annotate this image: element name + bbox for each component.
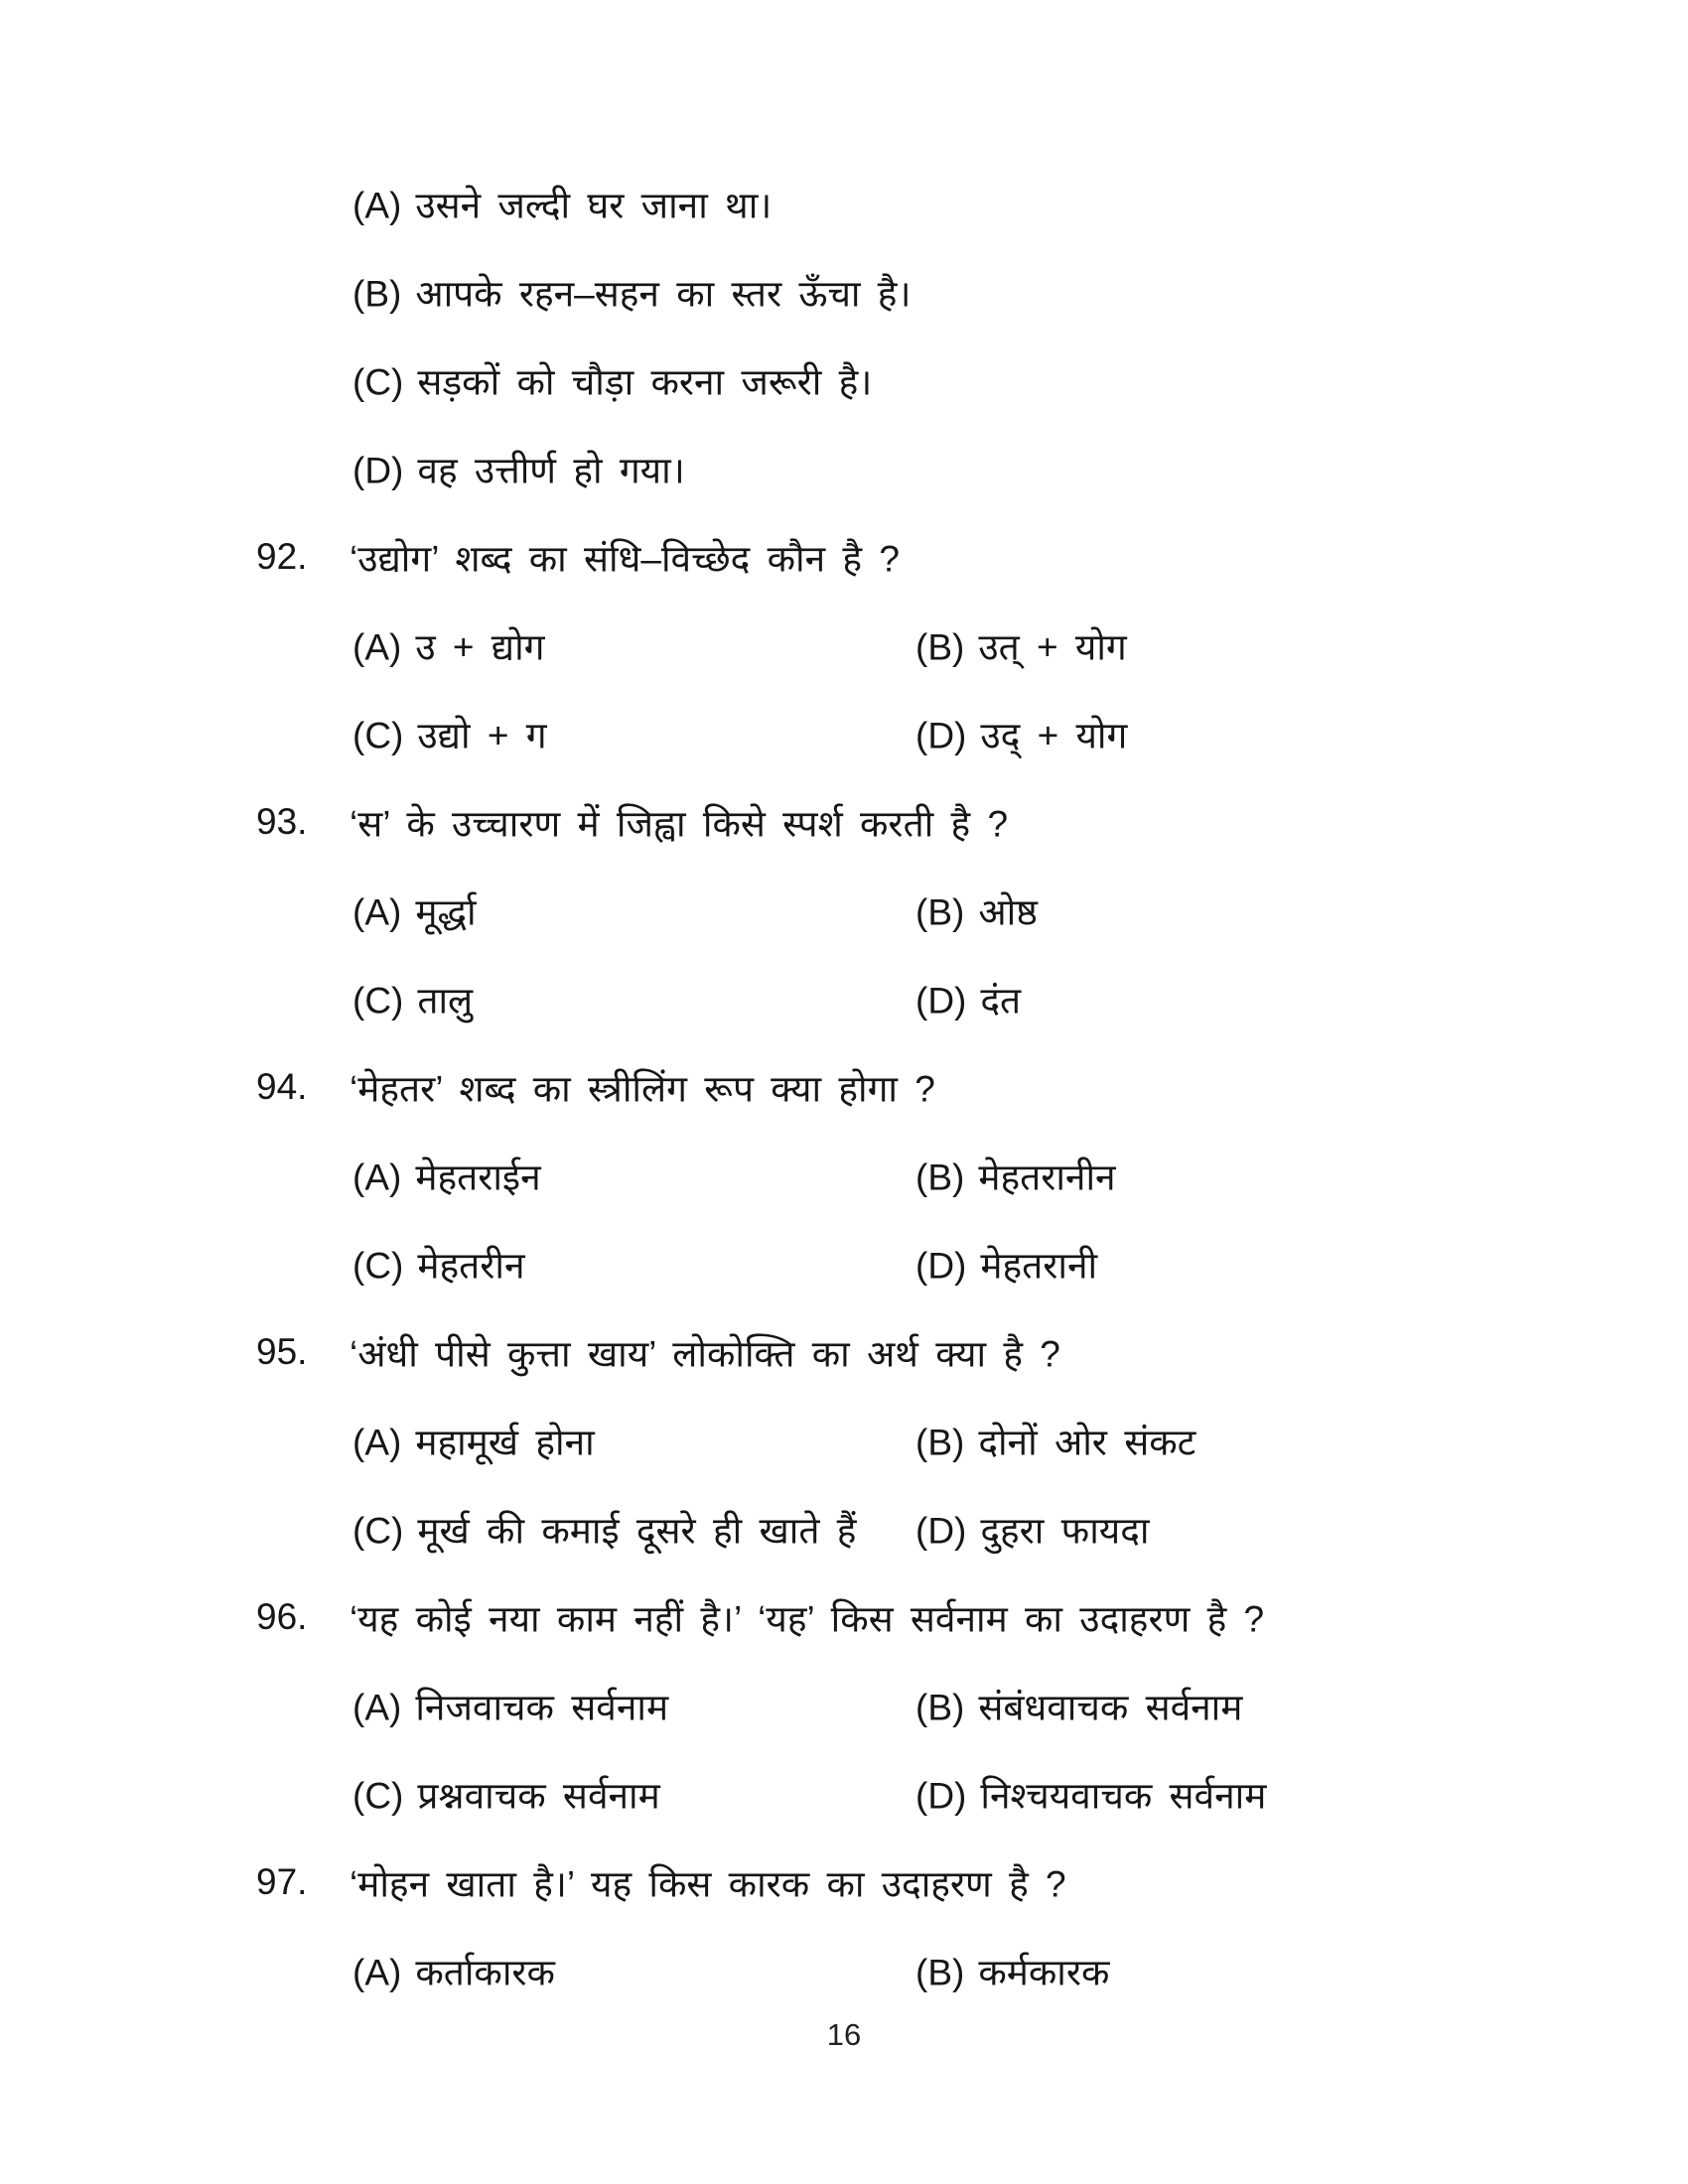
options-row — [0, 1661, 1688, 1749]
page-number: 16 — [826, 2017, 862, 2052]
option-text: उसने जल्दी घर जाना था। — [415, 185, 773, 225]
answer-option — [915, 885, 1038, 935]
option-text: उद् + योग — [980, 715, 1128, 755]
option-text: निजवाचक सर्वनाम — [415, 1687, 669, 1727]
question-text: ‘उद्योग’ शब्द का संधि–विच्छेद कौन है ? — [350, 538, 900, 579]
answer-option — [352, 1150, 541, 1200]
option-text: मेहतरानी — [980, 1245, 1098, 1286]
answer-option — [352, 178, 772, 228]
questions-block — [0, 512, 1688, 2014]
option-label: (A) — [352, 1952, 402, 1992]
option-label: (A) — [352, 1422, 402, 1462]
question-text: ‘मेहतर’ शब्द का स्त्रीलिंग रूप क्या होगा ? — [350, 1068, 935, 1109]
option-text: उ + द्योग — [415, 626, 545, 667]
options-row — [0, 866, 1688, 954]
answer-option — [915, 1503, 1149, 1554]
page-content — [0, 159, 1688, 2014]
options-row — [0, 954, 1688, 1042]
question-row — [0, 1307, 1688, 1396]
options-row — [0, 601, 1688, 689]
option-label: (D) — [915, 980, 967, 1021]
question-number: 92. — [256, 535, 308, 577]
option-text: कर्मकारक — [978, 1952, 1110, 1992]
answer-option — [915, 708, 1127, 758]
option-text: मूर्ख की कमाई दूसरे ही खाते हैं — [417, 1510, 857, 1551]
options-row — [0, 1484, 1688, 1572]
answer-option — [352, 354, 872, 405]
options-row — [0, 1396, 1688, 1484]
question-row — [0, 777, 1688, 866]
option-text: दंत — [980, 980, 1022, 1021]
option-label: (B) — [915, 1157, 965, 1197]
option-label: (D) — [915, 1510, 967, 1551]
question-number: 95. — [256, 1330, 308, 1372]
option-text: आपके रहन–सहन का स्तर ऊँचा है। — [415, 273, 912, 314]
answer-option — [352, 708, 547, 758]
answer-option — [352, 1415, 595, 1465]
option-text: कर्ताकारक — [415, 1952, 555, 1992]
option-text: मूर्द्धा — [415, 891, 477, 932]
question-text: ‘मोहन खाता है।’ यह किस कारक का उदाहरण है ? — [350, 1863, 1066, 1904]
answer-option — [915, 1945, 1109, 1995]
option-label: (B) — [915, 1422, 965, 1462]
answer-option — [915, 619, 1127, 670]
question-text: ‘अंधी पीसे कुत्ता खाय’ लोकोक्ति का अर्थ क्या है ? — [350, 1333, 1060, 1374]
question-text: ‘स’ के उच्चारण में जिह्वा किसे स्पर्श करती है ? — [350, 803, 1009, 844]
options-row — [0, 1131, 1688, 1219]
option-text: प्रश्नवाचक सर्वनाम — [417, 1775, 660, 1816]
option-label: (D) — [352, 450, 404, 490]
option-label: (A) — [352, 626, 402, 667]
option-label: (B) — [352, 273, 402, 314]
option-text: मेहतरानीन — [978, 1157, 1116, 1197]
option-text: दुहरा फायदा — [980, 1510, 1150, 1551]
option-text: संबंधवाचक सर्वनाम — [978, 1687, 1243, 1727]
option-text: मेहतराईन — [415, 1157, 541, 1197]
answer-option — [915, 1415, 1196, 1465]
option-text: निश्चयवाचक सर्वनाम — [980, 1775, 1267, 1816]
answer-option — [352, 1503, 856, 1554]
options-row — [0, 1926, 1688, 2014]
question-number: 94. — [256, 1065, 308, 1107]
continued-option-row — [0, 247, 1688, 336]
option-label: (D) — [915, 1775, 967, 1816]
answer-option — [352, 885, 477, 935]
option-label: (C) — [352, 1245, 404, 1286]
options-row — [0, 689, 1688, 777]
question-number: 96. — [256, 1595, 308, 1637]
continued-option-row — [0, 336, 1688, 424]
question-row — [0, 1572, 1688, 1661]
answer-option — [352, 1945, 555, 1995]
option-text: सड़कों को चौड़ा करना जरूरी है। — [417, 361, 873, 402]
option-text: उत् + योग — [978, 626, 1127, 667]
option-label: (D) — [915, 1245, 967, 1286]
answer-option — [915, 1768, 1266, 1819]
option-label: (A) — [352, 1687, 402, 1727]
option-text: दोनों ओर संकट — [978, 1422, 1196, 1462]
answer-option — [352, 266, 911, 317]
question-number: 93. — [256, 800, 308, 842]
option-label: (B) — [915, 626, 965, 667]
answer-option — [352, 619, 545, 670]
continued-options-block — [0, 159, 1688, 512]
option-label: (C) — [352, 980, 404, 1021]
question-row — [0, 512, 1688, 601]
continued-option-row — [0, 424, 1688, 512]
option-text: उद्यो + ग — [417, 715, 547, 755]
question-number: 97. — [256, 1860, 308, 1902]
option-label: (B) — [915, 1687, 965, 1727]
answer-option — [352, 1768, 660, 1819]
answer-option — [352, 973, 473, 1024]
option-label: (C) — [352, 361, 404, 402]
option-label: (C) — [352, 715, 404, 755]
option-text: वह उत्तीर्ण हो गया। — [417, 450, 685, 490]
answer-option — [915, 1680, 1242, 1730]
option-text: महामूर्ख होना — [415, 1422, 595, 1462]
option-label: (B) — [915, 891, 965, 932]
answer-option — [352, 443, 685, 493]
option-label: (C) — [352, 1775, 404, 1816]
option-text: मेहतरीन — [417, 1245, 525, 1286]
answer-option — [915, 1238, 1097, 1289]
option-text: ओष्ठ — [978, 891, 1038, 932]
answer-option — [352, 1680, 668, 1730]
question-row — [0, 1042, 1688, 1131]
options-row — [0, 1219, 1688, 1307]
option-label: (A) — [352, 891, 402, 932]
answer-option — [915, 1150, 1116, 1200]
option-label: (C) — [352, 1510, 404, 1551]
answer-option — [915, 973, 1021, 1024]
option-label: (A) — [352, 185, 402, 225]
option-label: (A) — [352, 1157, 402, 1197]
continued-option-row — [0, 159, 1688, 247]
question-text: ‘यह कोई नया काम नहीं है।’ ‘यह’ किस सर्वनाम का उदाहरण है ? — [350, 1598, 1265, 1639]
question-row — [0, 1838, 1688, 1926]
option-label: (D) — [915, 715, 967, 755]
options-row — [0, 1749, 1688, 1838]
answer-option — [352, 1238, 525, 1289]
option-label: (B) — [915, 1952, 965, 1992]
option-text: तालु — [417, 980, 474, 1021]
